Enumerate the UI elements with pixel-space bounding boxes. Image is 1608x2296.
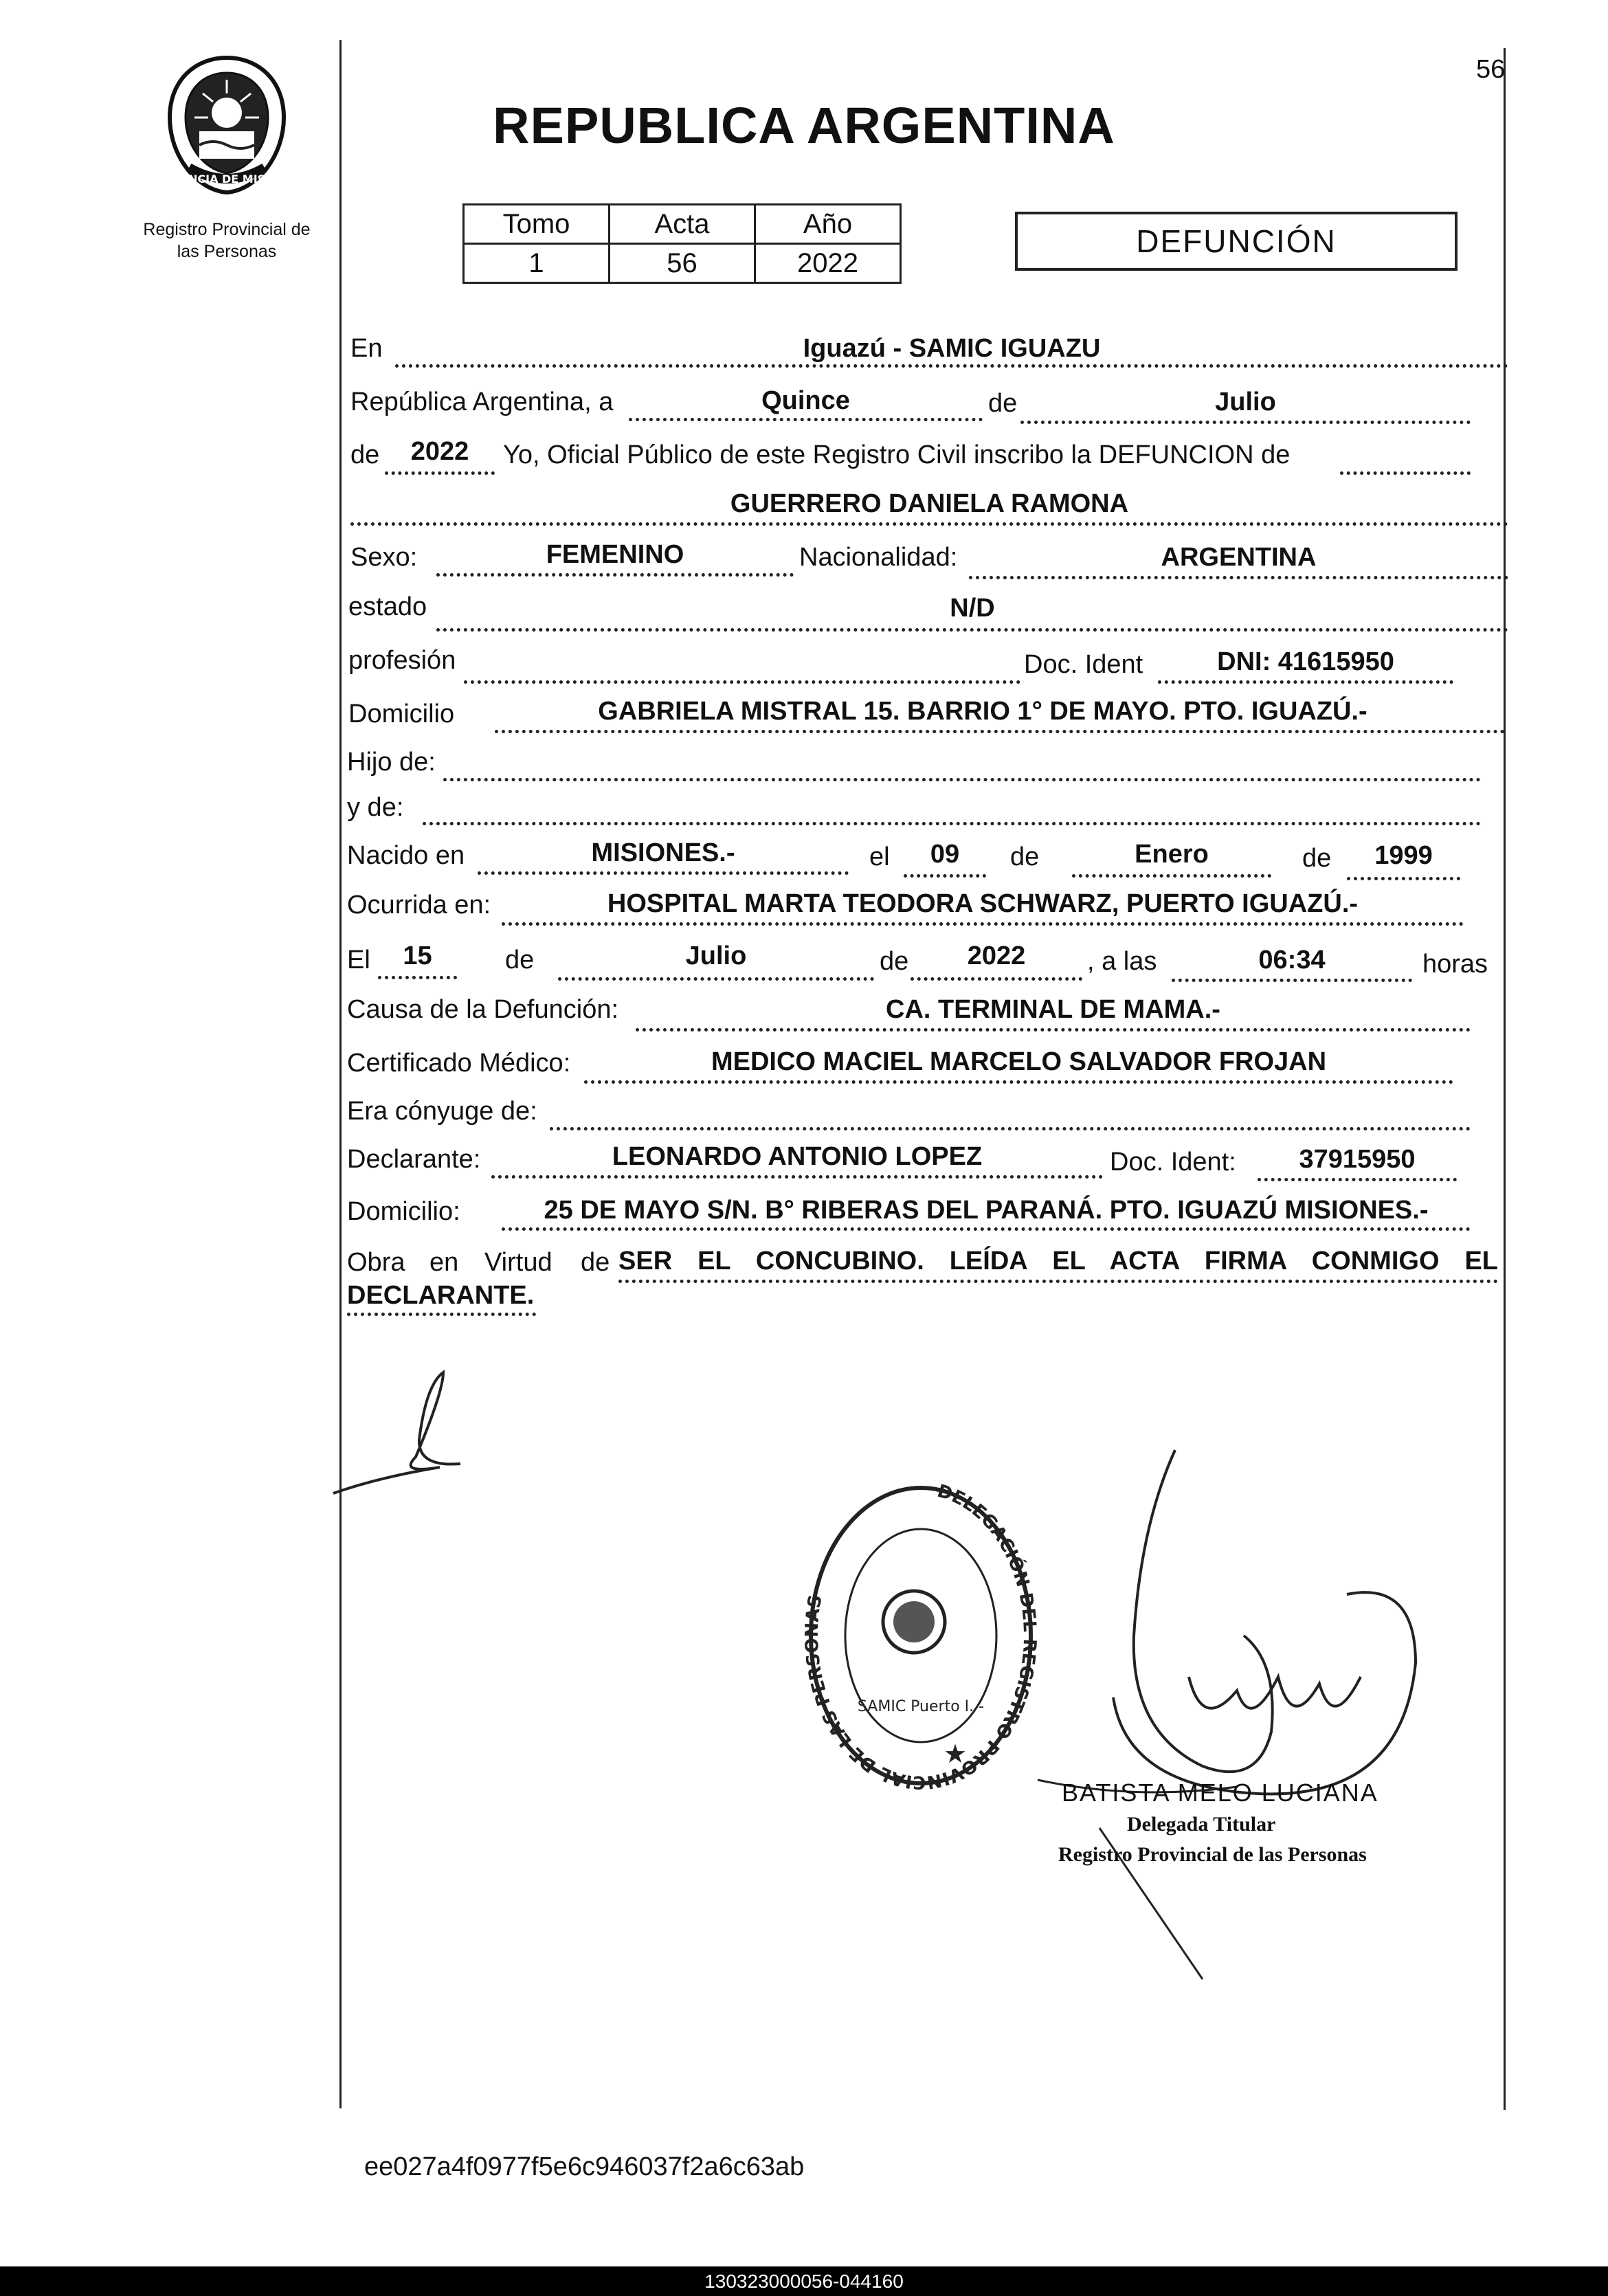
line-conyuge <box>550 1127 1471 1130</box>
line-declarante-doc <box>1258 1178 1457 1181</box>
line-obra <box>618 1280 1498 1283</box>
line-anio <box>385 471 495 475</box>
value-certificado: MEDICO MACIEL MARCELO SALVADOR FROJAN <box>711 1047 1327 1076</box>
value-anio: 2022 <box>410 437 469 466</box>
line-dni <box>1158 680 1453 684</box>
label-ocurrida-en: Ocurrida en: <box>347 891 491 919</box>
value-nacionalidad: ARGENTINA <box>1161 543 1317 572</box>
label-doc-ident: Doc. Ident <box>1024 650 1143 679</box>
line-declarante <box>491 1175 1103 1179</box>
value-dia: Quince <box>761 386 850 415</box>
value-mes: Julio <box>1215 388 1276 416</box>
label-el-dia: El <box>347 946 370 974</box>
line-y-de <box>423 822 1481 825</box>
line-oficial-end <box>1340 471 1471 475</box>
line-domicilio <box>495 730 1505 733</box>
line-profesion <box>464 680 1020 684</box>
line-nac-dia <box>904 874 986 878</box>
table-value-anio: 2022 <box>755 244 901 283</box>
line-en <box>395 364 1508 368</box>
official-registry: Registro Provincial de las Personas <box>1058 1843 1367 1866</box>
value-causa: CA. TERMINAL DE MAMA.- <box>886 995 1220 1024</box>
left-margin-line <box>339 40 342 2108</box>
value-declarante: LEONARDO ANTONIO LOPEZ <box>612 1142 983 1171</box>
line-hora <box>1172 979 1412 982</box>
page-number: 56 <box>1476 55 1506 84</box>
label-declarante: Declarante: <box>347 1145 481 1174</box>
page-title: REPUBLICA ARGENTINA <box>493 97 1115 154</box>
svg-text:SAMIC Puerto I. -: SAMIC Puerto I. - <box>857 1698 985 1715</box>
label-en-obra: en <box>429 1248 459 1277</box>
label-hijo-de: Hijo de: <box>347 748 436 777</box>
label-de-mes: de <box>988 389 1018 418</box>
value-lugar: Iguazú - SAMIC IGUAZU <box>803 334 1101 363</box>
label-domicilio-declarante: Domicilio: <box>347 1197 460 1226</box>
table-header-tomo: Tomo <box>464 205 610 244</box>
label-el: el <box>869 843 890 871</box>
value-hora: 06:34 <box>1258 946 1326 974</box>
table-header-acta: Acta <box>610 205 755 244</box>
value-dni: DNI: 41615950 <box>1217 647 1394 676</box>
label-de-nac-mes: de <box>1010 843 1040 871</box>
value-nombre: GUERRERO DANIELA RAMONA <box>730 489 1129 518</box>
value-sexo: FEMENINO <box>546 540 684 569</box>
line-causa <box>636 1028 1471 1032</box>
label-sexo: Sexo: <box>350 543 418 572</box>
value-def-mes: Julio <box>685 941 747 970</box>
label-de-nac-anio: de <box>1302 844 1332 873</box>
label-estado: estado <box>348 592 427 621</box>
value-nac-dia: 09 <box>930 840 960 869</box>
value-domicilio: GABRIELA MISTRAL 15. BARRIO 1° DE MAYO. PTO. IGUAZÚ.- <box>598 697 1367 726</box>
label-certificado: Certificado Médico: <box>347 1049 571 1078</box>
label-causa: Causa de la Defunción: <box>347 995 619 1024</box>
footer-code-bar: 130323000056-044160 <box>0 2266 1608 2296</box>
document-hash: ee027a4f0977f5e6c946037f2a6c63ab <box>364 2152 805 2181</box>
line-declarante-domicilio <box>502 1227 1471 1231</box>
label-a-las: , a las <box>1087 947 1157 976</box>
label-obra: Obra <box>347 1248 405 1277</box>
line-estado <box>436 628 1508 632</box>
value-declarante-doc: 37915950 <box>1299 1145 1416 1174</box>
line-dia <box>629 418 983 421</box>
official-name: BATISTA MELO LUCIANA <box>1062 1779 1378 1807</box>
value-def-anio: 2022 <box>967 941 1026 970</box>
table-value-acta: 56 <box>610 244 755 283</box>
value-obra-line2: DECLARANTE. <box>347 1281 535 1310</box>
label-republica: República Argentina, a <box>350 388 614 416</box>
acta-reference-table <box>462 203 902 284</box>
label-horas: horas <box>1422 950 1488 979</box>
registry-label-line1: Registro Provincial de <box>143 220 311 239</box>
official-signature-icon <box>323 1364 495 1502</box>
value-nac-mes: Enero <box>1135 840 1209 869</box>
value-nacido-en: MISIONES.- <box>591 838 735 867</box>
label-de-obra: de <box>581 1248 610 1277</box>
label-oficial: Yo, Oficial Público de este Registro Civil inscribo la DEFUNCION de <box>503 441 1291 469</box>
document-type-box: DEFUNCIÓN <box>1015 212 1458 271</box>
delegate-signature-icon <box>1031 1443 1443 2034</box>
official-role: Delegada Titular <box>1127 1813 1276 1836</box>
line-nacido-en <box>478 871 849 875</box>
value-declarante-domicilio: 25 DE MAYO S/N. B° RIBERAS DEL PARANÁ. PTO. IGUAZÚ MISIONES.- <box>544 1196 1429 1225</box>
label-virtud: Virtud <box>484 1248 552 1277</box>
line-mes <box>1020 421 1471 424</box>
line-hijo-de <box>443 778 1481 781</box>
line-def-anio <box>911 977 1082 981</box>
line-obra-2 <box>347 1313 536 1316</box>
label-de-anio: de <box>350 441 380 469</box>
value-def-dia: 15 <box>403 941 432 970</box>
table-value-tomo: 1 <box>464 244 610 283</box>
value-obra-line1: SER EL CONCUBINO. LEÍDA EL ACTA FIRMA CONMIGO EL <box>618 1247 1498 1275</box>
svg-text:PROVINCIA DE MISIONES: PROVINCIA DE MISIONES <box>150 172 304 186</box>
line-def-mes <box>558 977 874 981</box>
line-ocurrida-en <box>502 922 1464 926</box>
svg-text:DELEGACIÓN DEL REGISTRO PROVIN: DELEGACIÓN DEL REGISTRO PROVINCIAL DE LAS PERS AS <box>804 1480 1038 1793</box>
value-estado: N/D <box>950 594 995 623</box>
label-domicilio: Domicilio <box>348 700 455 728</box>
line-nombre <box>350 522 1508 526</box>
registry-label-line2: las Personas <box>177 242 277 261</box>
line-sexo <box>436 573 794 577</box>
value-ocurrida-en: HOSPITAL MARTA TEODORA SCHWARZ, PUERTO IGUAZÚ.- <box>607 889 1359 918</box>
label-de-def-anio: de <box>880 947 909 976</box>
label-doc-ident-declarante: Doc. Ident: <box>1110 1148 1236 1177</box>
label-y-de: y de: <box>347 793 404 822</box>
line-nac-anio <box>1347 877 1460 880</box>
table-header-anio: Año <box>755 205 901 244</box>
label-conyuge: Era cónyuge de: <box>347 1097 537 1126</box>
label-nacido-en: Nacido en <box>347 841 465 870</box>
label-de-def-mes: de <box>505 946 535 974</box>
label-nacionalidad: Nacionalidad: <box>799 543 958 572</box>
line-nac-mes <box>1072 874 1271 878</box>
star-icon: ★ <box>943 1739 968 1769</box>
label-profesion: profesión <box>348 646 456 675</box>
line-nacionalidad <box>969 576 1508 579</box>
label-en: En <box>350 334 383 363</box>
line-def-dia <box>378 976 457 979</box>
line-certificado <box>584 1080 1453 1084</box>
delegation-stamp <box>804 1471 1038 1794</box>
value-nac-anio: 1999 <box>1374 841 1433 870</box>
